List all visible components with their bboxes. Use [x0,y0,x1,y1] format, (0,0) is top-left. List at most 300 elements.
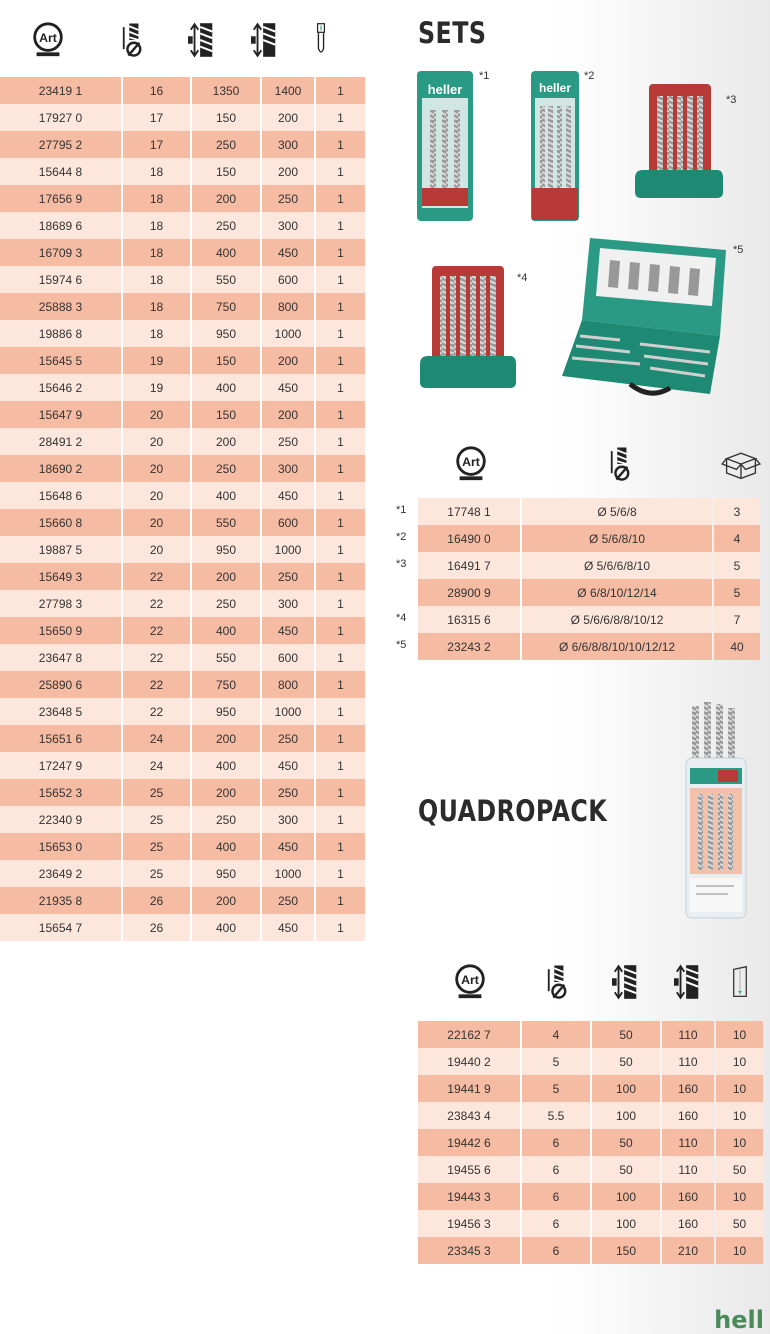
main-table-cell: 1 [316,671,365,698]
main-table-cell: 200 [192,428,260,455]
quadropack-total-length-icon [660,963,715,1001]
main-table-cell: 450 [262,752,314,779]
quadropack-image [684,702,750,924]
main-table-cell: 200 [192,563,260,590]
main-table-cell: 200 [262,104,314,131]
main-table-cell: 1000 [262,698,314,725]
main-table-cell: 20 [123,536,190,563]
quadropack-icon [715,964,764,1000]
main-table-cell: 22 [123,644,190,671]
main-table-cell: 1 [316,914,365,941]
main-table-cell: 250 [192,212,260,239]
main-table-cell: 1 [316,320,365,347]
sets-article-icon [418,445,523,483]
set-3-ref: *3 [726,94,737,106]
main-table-cell: 22 [123,617,190,644]
main-table-cell: 20 [123,455,190,482]
main-table-cell: 1 [316,482,365,509]
main-table-cell: 25 [123,779,190,806]
sets-ref-column [396,497,416,659]
quadropack-cell: 160 [662,1075,714,1102]
sets-table-header [418,442,764,486]
quadropack-cell: 110 [662,1129,714,1156]
sets-row [418,606,760,633]
sets-diameter-icon [523,445,717,483]
main-table-cell: 25 [123,806,190,833]
main-table-cell: 1000 [262,536,314,563]
quadropack-row [418,1210,763,1237]
main-table-cell: 27798 3 [0,590,121,617]
quadropack-cell: 150 [592,1237,660,1264]
main-table-row [0,590,365,617]
main-table-row [0,860,365,887]
main-table-cell: 450 [262,833,314,860]
main-table-cell: 150 [192,401,260,428]
quadropack-cell: 110 [662,1021,714,1048]
sets-row-ref: *3 [396,558,407,570]
main-table-cell: 150 [192,347,260,374]
main-table-row [0,779,365,806]
quadropack-cell: 6 [522,1129,590,1156]
main-table-cell: 1 [316,77,365,104]
main-table-cell: 28491 2 [0,428,121,455]
quadropack-row [418,1183,763,1210]
main-table-cell: 200 [192,887,260,914]
main-table-row [0,671,365,698]
main-table-cell: 19886 8 [0,320,121,347]
main-table-cell: 250 [262,779,314,806]
main-table-cell: 300 [262,131,314,158]
sets-cell-dims: Ø 5/6/6/8/8/10/12 [522,606,712,633]
main-table-cell: 23648 5 [0,698,121,725]
main-table-cell: 250 [192,455,260,482]
quadropack-cell: 110 [662,1156,714,1183]
quadropack-cell: 5 [522,1075,590,1102]
main-table-cell: 21935 8 [0,887,121,914]
quadropack-cell: 5 [522,1048,590,1075]
sets-cell-qty: 4 [714,525,760,552]
main-table-cell: 20 [123,428,190,455]
quadropack-table-header [418,960,764,1004]
main-table-cell: 20 [123,401,190,428]
main-table-cell: 15647 9 [0,401,121,428]
main-table-cell: 18690 2 [0,455,121,482]
sets-cell-art: 16490 0 [418,525,520,552]
quadropack-cell: 10 [716,1129,763,1156]
main-table-row [0,752,365,779]
sets-cell-dims: Ø 5/6/8/10 [522,525,712,552]
quadropack-article-icon [418,963,522,1001]
main-table-cell: 1 [316,212,365,239]
main-table-cell: 19887 5 [0,536,121,563]
quadropack-cell: 6 [522,1237,590,1264]
main-table-header [0,18,350,62]
main-table-cell: 250 [262,428,314,455]
main-table-cell: 1 [316,725,365,752]
sets-row [418,552,760,579]
main-table-cell: 200 [262,347,314,374]
main-table-cell: 800 [262,671,314,698]
quadropack-title: QUADROPACK [418,794,608,828]
main-table-cell: 18 [123,158,190,185]
main-table-cell: 15644 8 [0,158,121,185]
sets-row [418,498,760,525]
main-table-cell: 1 [316,509,365,536]
main-table-cell: 24 [123,752,190,779]
main-table-cell: 17 [123,131,190,158]
main-table-cell: 17 [123,104,190,131]
main-table-row [0,698,365,725]
main-table-cell: 600 [262,509,314,536]
sets-row [418,579,760,606]
quadropack-cell: 23345 3 [418,1237,520,1264]
main-table-cell: 400 [192,914,260,941]
main-table-cell: 15651 6 [0,725,121,752]
main-table-cell: 450 [262,617,314,644]
working-length-icon [169,21,235,59]
sets-cell-art: 23243 2 [418,633,520,660]
quadropack-cell: 100 [592,1102,660,1129]
sets-cell-dims: Ø 5/6/8 [522,498,712,525]
quadropack-cell: 19440 2 [418,1048,520,1075]
main-table-cell: 1400 [262,77,314,104]
main-table-cell: 1 [316,185,365,212]
quadropack-cell: 10 [716,1183,763,1210]
sets-cell-dims: Ø 6/6/8/8/10/10/12/12 [522,633,712,660]
quadropack-cell: 10 [716,1237,763,1264]
main-table-cell: 550 [192,644,260,671]
main-table-cell: 1 [316,158,365,185]
drill-diameter-icon [95,21,169,59]
main-table-cell: 15649 3 [0,563,121,590]
main-table-cell: 25890 6 [0,671,121,698]
main-table-cell: 15660 8 [0,509,121,536]
set-5-ref: *5 [733,244,744,256]
main-table-cell: 750 [192,671,260,698]
packing-unit-icon [295,21,347,59]
sets-cell-qty: 7 [714,606,760,633]
main-table-row [0,239,365,266]
main-table-cell: 15653 0 [0,833,121,860]
quadropack-cell: 50 [592,1156,660,1183]
quadropack-cell: 19442 6 [418,1129,520,1156]
main-table-cell: 1 [316,374,365,401]
main-table-cell: 25 [123,833,190,860]
main-table-row [0,563,365,590]
sets-row-ref: *1 [396,504,407,516]
main-table-cell: 1350 [192,77,260,104]
main-table-row [0,131,365,158]
main-table-cell: 300 [262,806,314,833]
main-table-cell: 18 [123,293,190,320]
main-table-row [0,347,365,374]
main-table-cell: 19 [123,347,190,374]
main-table-cell: 22 [123,671,190,698]
sets-cell-art: 17748 1 [418,498,520,525]
quadropack-cell: 100 [592,1183,660,1210]
main-table-cell: 17927 0 [0,104,121,131]
main-table-cell: 600 [262,266,314,293]
main-table-cell: 23647 8 [0,644,121,671]
main-table-cell: 1 [316,455,365,482]
main-table-cell: 25 [123,860,190,887]
main-table-cell: 1 [316,833,365,860]
main-table-cell: 400 [192,752,260,779]
main-table-cell: 15652 3 [0,779,121,806]
quadropack-row [418,1102,763,1129]
main-table-cell: 450 [262,374,314,401]
quadropack-cell: 19456 3 [418,1210,520,1237]
main-table-cell: 400 [192,239,260,266]
quadropack-row [418,1156,763,1183]
main-table-cell: 15645 5 [0,347,121,374]
main-table-cell: 1000 [262,320,314,347]
set-1-ref: *1 [479,70,490,82]
main-table-cell: 950 [192,698,260,725]
main-table-cell: 26 [123,887,190,914]
main-table-cell: 400 [192,482,260,509]
quadropack-cell: 160 [662,1102,714,1129]
main-table-cell: 300 [262,455,314,482]
main-table-cell: 1 [316,131,365,158]
main-table-cell: 22340 9 [0,806,121,833]
main-table-cell: 19 [123,374,190,401]
main-table-cell: 24 [123,725,190,752]
quadropack-cell: 100 [592,1075,660,1102]
main-table-cell: 1 [316,860,365,887]
box-icon [717,446,764,482]
main-table-cell: 27795 2 [0,131,121,158]
sets-table [416,498,762,660]
main-table-cell: 200 [192,185,260,212]
set-3-image [633,82,725,200]
main-table-cell: 1 [316,266,365,293]
quadropack-cell: 50 [592,1129,660,1156]
main-table-cell: 400 [192,617,260,644]
sets-row-ref: *5 [396,639,407,651]
main-table-cell: 1000 [262,860,314,887]
quadropack-cell: 10 [716,1048,763,1075]
sets-cell-dims: Ø 5/6/6/8/10 [522,552,712,579]
quadropack-cell: 100 [592,1210,660,1237]
sets-cell-dims: Ø 6/8/10/12/14 [522,579,712,606]
main-table-cell: 18 [123,320,190,347]
main-table-row [0,77,365,104]
main-table-cell: 150 [192,158,260,185]
main-table-row [0,455,365,482]
sets-row-ref: *4 [396,612,407,624]
main-table-cell: 17247 9 [0,752,121,779]
total-length-icon [235,21,295,59]
sets-row [418,633,760,660]
sets-cell-qty: 5 [714,552,760,579]
main-table-cell: 18 [123,185,190,212]
sets-cell-qty: 5 [714,579,760,606]
main-table-row [0,833,365,860]
main-table-cell: 400 [192,374,260,401]
main-table-cell: 250 [262,185,314,212]
main-table-cell: 22 [123,698,190,725]
quadropack-cell: 10 [716,1021,763,1048]
quadropack-cell: 5.5 [522,1102,590,1129]
set-1-image [416,70,476,222]
main-table-cell: 1 [316,644,365,671]
main-table-cell: 950 [192,536,260,563]
main-table-row [0,644,365,671]
main-table-cell: 20 [123,482,190,509]
set-1-brand: heller [427,82,463,97]
quadropack-row [418,1048,763,1075]
main-table-cell: 1 [316,428,365,455]
main-table-cell: 18 [123,266,190,293]
main-table-row [0,104,365,131]
sets-cell-qty: 40 [714,633,760,660]
main-table-row [0,806,365,833]
quadropack-cell: 6 [522,1156,590,1183]
main-table-row [0,887,365,914]
sets-cell-art: 16315 6 [418,606,520,633]
main-table-row [0,482,365,509]
quadropack-cell: 6 [522,1210,590,1237]
main-table-cell: 17656 9 [0,185,121,212]
main-table-row [0,509,365,536]
main-table-cell: 1 [316,590,365,617]
main-table-cell: 15646 2 [0,374,121,401]
main-table-row [0,428,365,455]
main-table-cell: 1 [316,779,365,806]
quadropack-cell: 110 [662,1048,714,1075]
quadropack-table [416,1021,765,1264]
main-product-table [0,77,367,941]
main-table-cell: 950 [192,860,260,887]
main-table-cell: 250 [262,887,314,914]
main-table-cell: 16709 3 [0,239,121,266]
sets-row-ref [396,578,416,605]
main-table-cell: 150 [192,104,260,131]
main-table-cell: 1 [316,563,365,590]
quadropack-cell: 6 [522,1183,590,1210]
main-table-cell: 15654 7 [0,914,121,941]
quadropack-cell: 160 [662,1210,714,1237]
quadropack-row [418,1075,763,1102]
main-table-row [0,725,365,752]
quadropack-cell: 19455 6 [418,1156,520,1183]
main-table-cell: 1 [316,806,365,833]
main-table-row [0,536,365,563]
main-table-cell: 15650 9 [0,617,121,644]
main-table-row [0,212,365,239]
quadropack-cell: 10 [716,1102,763,1129]
main-table-cell: 200 [262,401,314,428]
main-table-cell: 250 [262,563,314,590]
quadropack-cell: 19441 9 [418,1075,520,1102]
main-table-cell: 250 [192,806,260,833]
main-table-cell: 1 [316,104,365,131]
set-4-image [418,264,518,390]
main-table-cell: 16 [123,77,190,104]
quadropack-cell: 50 [592,1021,660,1048]
quadropack-cell: 160 [662,1183,714,1210]
quadropack-cell: 50 [716,1210,763,1237]
main-table-cell: 25888 3 [0,293,121,320]
quadropack-cell: 50 [716,1156,763,1183]
quadropack-cell: 4 [522,1021,590,1048]
main-table-row [0,374,365,401]
main-table-cell: 23649 2 [0,860,121,887]
main-table-cell: 1 [316,752,365,779]
quadropack-cell: 10 [716,1075,763,1102]
main-table-cell: 1 [316,536,365,563]
quadropack-row [418,1129,763,1156]
quadropack-cell: 23843 4 [418,1102,520,1129]
main-table-cell: 950 [192,320,260,347]
set-4-ref: *4 [517,272,528,284]
sets-cell-art: 28900 9 [418,579,520,606]
main-table-cell: 250 [262,725,314,752]
main-table-cell: 300 [262,212,314,239]
main-table-cell: 18 [123,212,190,239]
main-table-cell: 20 [123,509,190,536]
main-table-cell: 550 [192,266,260,293]
sets-cell-qty: 3 [714,498,760,525]
main-table-cell: 1 [316,239,365,266]
main-table-row [0,617,365,644]
main-table-cell: 15974 6 [0,266,121,293]
main-table-cell: 600 [262,644,314,671]
main-table-cell: 250 [192,590,260,617]
main-table-cell: 18 [123,239,190,266]
quadropack-row [418,1237,763,1264]
main-table-cell: 18689 6 [0,212,121,239]
quadropack-row [418,1021,763,1048]
main-table-cell: 15648 6 [0,482,121,509]
main-table-row [0,914,365,941]
main-table-cell: 400 [192,833,260,860]
main-table-cell: 450 [262,482,314,509]
article-number-icon [0,21,95,59]
main-table-row [0,266,365,293]
main-table-cell: 250 [192,131,260,158]
sets-row-ref: *2 [396,531,407,543]
main-table-cell: 1 [316,887,365,914]
main-table-cell: 450 [262,914,314,941]
quadropack-diameter-icon [522,963,592,1001]
sets-title: SETS [418,16,487,50]
set-5-image [560,236,728,402]
main-table-cell: 200 [192,779,260,806]
main-table-row [0,293,365,320]
main-table-cell: 1 [316,617,365,644]
main-table-cell: 1 [316,347,365,374]
set-2-ref: *2 [584,70,595,82]
main-table-row [0,320,365,347]
quadropack-working-length-icon [592,963,660,1001]
footer-logo: hell [714,1306,764,1334]
quadropack-cell: 22162 7 [418,1021,520,1048]
main-table-cell: 450 [262,239,314,266]
main-table-cell: 550 [192,509,260,536]
main-table-cell: 26 [123,914,190,941]
main-table-cell: 750 [192,293,260,320]
main-table-cell: 22 [123,563,190,590]
main-table-cell: 23419 1 [0,77,121,104]
main-table-row [0,158,365,185]
main-table-cell: 1 [316,401,365,428]
sets-row [418,525,760,552]
quadropack-cell: 210 [662,1237,714,1264]
sets-cell-art: 16491 7 [418,552,520,579]
set-2-brand: heller [538,81,572,95]
